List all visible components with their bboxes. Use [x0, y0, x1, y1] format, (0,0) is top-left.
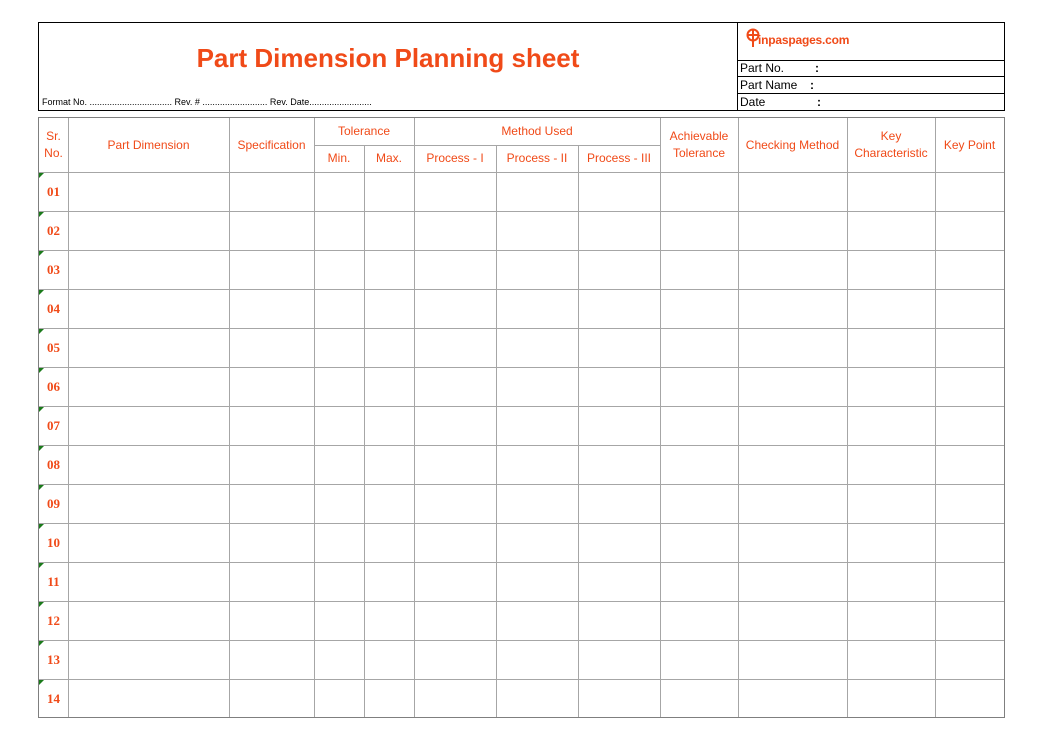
- col-header-key-characteristic: Key Characteristic: [854, 129, 928, 160]
- logo-text: inpaspages.com: [758, 33, 850, 47]
- row-number: 05: [47, 339, 60, 355]
- row-divider: [39, 172, 1004, 173]
- column-divider: [314, 118, 315, 717]
- row-divider: [39, 211, 1004, 212]
- row-divider: [39, 328, 1004, 329]
- row-divider: [39, 640, 1004, 641]
- col-header-process-1: Process - I: [426, 151, 484, 165]
- column-divider: [738, 118, 739, 717]
- row-divider: [39, 679, 1004, 680]
- row-number: 07: [47, 417, 60, 433]
- row-number: 04: [47, 300, 60, 316]
- row-divider: [39, 406, 1004, 407]
- row-number: 13: [47, 651, 60, 667]
- sheet-title: Part Dimension Planning sheet: [196, 43, 580, 73]
- col-header-tolerance: Tolerance: [337, 124, 391, 138]
- row-number: 02: [47, 222, 60, 238]
- row-divider: [39, 250, 1004, 251]
- column-divider: [935, 118, 936, 717]
- row-number: 09: [47, 495, 60, 511]
- column-divider: [414, 118, 415, 717]
- row-divider: [39, 367, 1004, 368]
- col-header-min: Min.: [327, 151, 351, 165]
- row-number: 08: [47, 456, 60, 472]
- row-number: 06: [47, 378, 60, 394]
- col-header-max: Max.: [375, 151, 402, 165]
- row-number: 14: [47, 690, 60, 706]
- part-no-field[interactable]: [738, 60, 1005, 77]
- col-header-sr-no: Sr. No.: [44, 129, 63, 160]
- part-info-panel: [737, 23, 1005, 110]
- col-header-process-3: Process - III: [586, 151, 651, 165]
- col-header-method-used: Method Used: [501, 124, 573, 138]
- column-divider: [660, 118, 661, 717]
- column-divider: [847, 118, 848, 717]
- date-field[interactable]: [738, 94, 1005, 110]
- subheader-divider: [314, 145, 660, 146]
- planning-table: [38, 117, 1005, 718]
- col-header-specification: Specification: [237, 137, 306, 152]
- part-no-colon: :: [815, 61, 819, 75]
- sheet-header: [38, 22, 1005, 111]
- row-number: 01: [47, 183, 60, 199]
- logo: [738, 23, 1005, 61]
- row-divider: [39, 523, 1004, 524]
- part-no-label: Part No.: [740, 61, 785, 75]
- row-number: 03: [47, 261, 60, 277]
- row-divider: [39, 484, 1004, 485]
- col-header-achievable-tolerance: Achievable Tolerance: [669, 129, 729, 160]
- col-header-key-point: Key Point: [943, 137, 996, 152]
- part-name-colon: :: [810, 78, 814, 92]
- subcolumn-divider: [578, 145, 579, 717]
- col-header-part-dimension: Part Dimension: [107, 137, 190, 152]
- row-divider: [39, 289, 1004, 290]
- row-divider: [39, 601, 1004, 602]
- row-divider: [39, 445, 1004, 446]
- format-rev-line: Format No. ................................. Rev. # .......................... Rev. Date.........................: [42, 97, 372, 107]
- col-header-process-2: Process - II: [506, 151, 568, 165]
- column-divider: [229, 118, 230, 717]
- column-divider: [68, 118, 69, 717]
- part-name-field[interactable]: [738, 77, 1005, 94]
- part-name-label: Part Name: [740, 78, 798, 92]
- subcolumn-divider: [364, 145, 365, 717]
- row-number: 10: [47, 534, 60, 550]
- row-number: 12: [47, 612, 60, 628]
- col-header-checking-method: Checking Method: [745, 137, 840, 152]
- row-divider: [39, 562, 1004, 563]
- date-label: Date: [740, 95, 766, 109]
- subcolumn-divider: [496, 145, 497, 717]
- date-colon: :: [817, 95, 821, 109]
- row-number: 11: [47, 573, 60, 589]
